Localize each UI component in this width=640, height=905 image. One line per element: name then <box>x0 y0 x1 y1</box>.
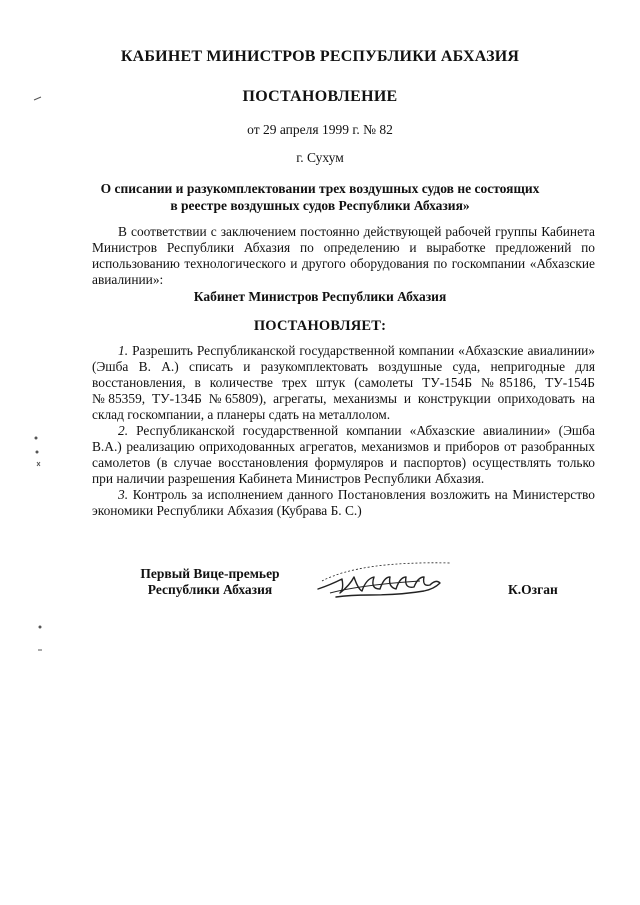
item-text: Разрешить Республиканской государственной компании «Абхазские авиалинии» (Эшба В. А.) списать и разукомплектовать воздушные суда, непригодные для восстановления, в количестве трех штук (самолеты ТУ-154Б №85186, ТУ-154Б №85359, ТУ-134Б №65809), агрегаты, механизмы и конструкции оприходовать на склад госкомпании, а планеры сдать на металлолом. <box>92 343 595 422</box>
handwritten-signature <box>300 555 460 605</box>
resolves-heading: ПОСТАНОВЛЯЕТ: <box>253 318 387 334</box>
item-number: 3. <box>118 487 129 502</box>
signatory-title-line-1: Первый Вице-премьер <box>140 566 280 581</box>
title-line-1: О списании и разукомплектовании трех воздушных судов не состоящих <box>100 181 540 196</box>
item-number: 1. <box>118 343 129 358</box>
place: г. Сухум <box>296 150 344 165</box>
signatory-title-line-2: Республики Абхазия <box>147 582 273 597</box>
title-line-2: в реестре воздушных судов Республики Абхазия» <box>170 198 470 213</box>
item-text: Республиканской государственной компании «Абхазские авиалинии» (Эшба В.А.) реализацию оприходованных агрегатов, механизмов и приборов от разобранных самолетов (в случае восстановления формуляров и паспортов) осуществлять только при наличии разрешения Кабинета Министров Республики Абхазия. <box>92 423 595 486</box>
signatory-name: К.Озган <box>508 582 558 597</box>
item-number: 2. <box>118 423 129 438</box>
resolution-item <box>92 423 595 487</box>
document-type: ПОСТАНОВЛЕНИЕ <box>242 88 398 105</box>
cabinet-heading: Кабинет Министров Республики Абхазия <box>193 289 447 304</box>
resolution-item <box>92 343 595 423</box>
organization-header: КАБИНЕТ МИНИСТРОВ РЕСПУБЛИКИ АБХАЗИЯ <box>120 48 520 65</box>
date-number: от 29 апреля 1999 г. № 82 <box>247 122 393 137</box>
intro-paragraph: В соответствии с заключением постоянно действующей рабочей группы Кабинета Министров Республики Абхазия по определению и выработке предложений по использованию технологического и другого оборудования по госкомпании «Абхазские авиалинии»: <box>92 224 595 287</box>
item-text: Контроль за исполнением данного Постановления возложить на Министерство экономики Республики Абхазия (Кубрава Б. С.) <box>92 487 595 518</box>
resolution-items <box>92 343 595 519</box>
signatory-title <box>130 566 290 598</box>
document-title <box>0 180 640 214</box>
resolution-item <box>92 487 595 519</box>
